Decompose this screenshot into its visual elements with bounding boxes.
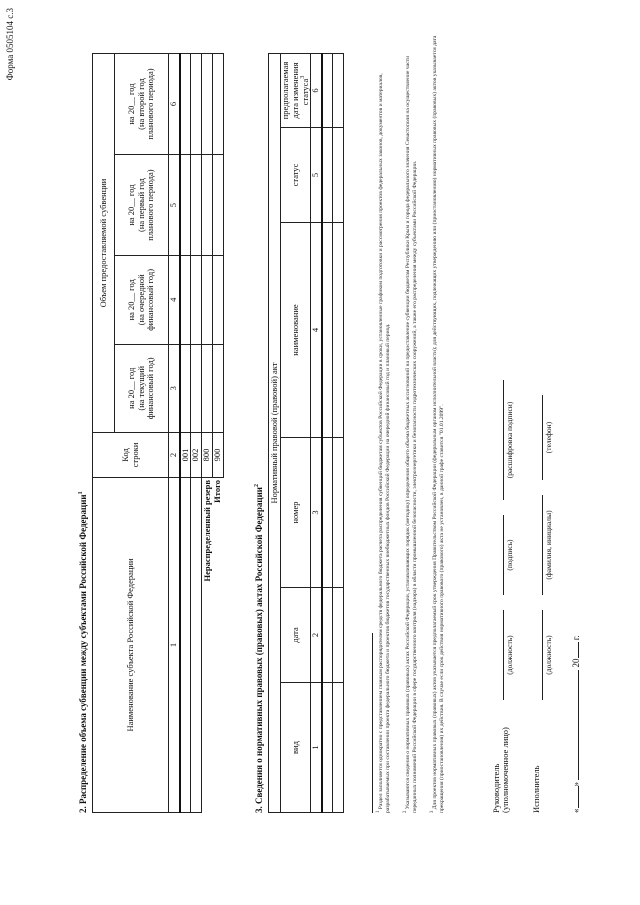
form-label: Форма 0505104 с.3 (5, 8, 15, 81)
table-row (180, 54, 191, 813)
table-row (333, 54, 344, 813)
reserve-label: Нераспределенный резерв (201, 480, 212, 582)
col-number: 2 (311, 588, 322, 683)
total-row (213, 54, 224, 813)
head-signature-line (503, 515, 504, 595)
col-number: 1 (169, 478, 180, 813)
header-kind: вид (281, 683, 311, 813)
header-year-next: на 20__ год (на очередной финансовый год) (115, 256, 169, 344)
row-code: 900 (213, 433, 224, 478)
total-label: Итого (212, 480, 223, 503)
footnote-divider (372, 633, 373, 813)
header-title: наименование (281, 223, 311, 438)
col-number: 4 (169, 256, 180, 344)
executor-phone-line (542, 395, 543, 480)
section3-title: 3. Сведения о нормативных правовых (правовых) актах Российской Федерации$^2$ (254, 484, 264, 813)
footnote-2: $^2$ Указываются сведения о нормативных правовых (правовых) актах Российской Федерации, устанавливающих порядок (методику) определения общего объема бюджетных ассигнований на предоставление субвенции бюджетам Республики Крым и города федерального значения Севастополя на осуществление части переданных полномочий Российской Федерации в сфере государственного контроля (надзора) в области промышленной безопасности, электроэнергетики и безопасности гидротехнических сооружений, а также его распределения между субъектами Российской Федерации. (403, 55, 418, 813)
header-year-plan2: на 20__ год (на второй год планового периода) (115, 54, 169, 155)
table-row (191, 54, 202, 813)
header-subject-name: Наименование субъекта Российской Федерации (93, 478, 169, 813)
subvention-distribution-table (92, 53, 224, 813)
col-number: 4 (311, 223, 322, 438)
header-subvention-volume: Объем предоставляемой субвенции (93, 54, 115, 433)
footnote-1: $^1$ Раздел заполняется однократно с представлением главным распорядителем средств федерального бюджета расчета распределения субвенций бюджетам субъектов Российской Федерации в сроки, установленные графиком подготовки и рассмотрения проектов федеральных законов, документов и материалов, разрабатываемых при составлении проекта федерального бюджета и проектов бюджетов государственных внебюджетных фондов Российской Федерации на очередной финансовый год и плановый период. (376, 73, 391, 813)
head-label: Руководитель (уполномоченное лицо) (491, 727, 511, 813)
footnote-3: $^3$ Для проектов нормативных правовых (правовых) актов указывается предполагаемый срок утверждения Правительством Российской Федерации (федеральным органом исполнительной власти); для действующих, подлежащих утверждению или (приостановлению) нормативных правовых (правовых) актов указывается дата прекращения (приостановления) их действия. В случае если срок действия нормативного правового (правового) акта не установлен, в данной графе ставится "01.01.2099". (430, 35, 445, 813)
col-number: 3 (169, 344, 180, 432)
header-row-code: Код строки (93, 433, 169, 478)
head-signature-caption: (подпись) (505, 539, 514, 571)
head-decode-line (503, 380, 504, 500)
header-year-plan1: на 20__ год (на первый год планового периода) (115, 155, 169, 256)
header-year-current: на 20__ год (на текущий финансовый год) (115, 344, 169, 432)
executor-name-caption: (фамилия, инициалы) (544, 510, 553, 580)
col-number: 2 (169, 433, 180, 478)
executor-position-caption: (должность) (544, 635, 553, 675)
row-code: 800 (202, 433, 213, 478)
header-normative-act: Нормативный правовой (правовой) акт (269, 54, 281, 813)
col-number: 6 (311, 54, 322, 128)
col-number: 6 (169, 54, 180, 155)
header-number: номер (281, 438, 311, 588)
section2-title: 2. Распределение объема субвенции между субъектами Российской Федерации$^1$ (78, 491, 88, 813)
executor-label: Исполнитель (531, 765, 541, 813)
col-number: 5 (169, 155, 180, 256)
executor-name-line (542, 495, 543, 595)
executor-phone-caption: (телефон) (544, 421, 553, 454)
col-number: 5 (311, 128, 322, 223)
normative-acts-table (268, 53, 344, 813)
row-code: 002 (191, 433, 202, 478)
executor-position-line (542, 610, 543, 700)
reserve-row (202, 54, 213, 813)
table-row (322, 54, 333, 813)
date-line: «» 20 г. (571, 635, 581, 813)
col-number: 3 (311, 438, 322, 588)
col-number: 1 (311, 683, 322, 813)
row-code: 001 (180, 433, 191, 478)
head-position-line (503, 610, 504, 700)
header-status-change-date: предполагаемая дата изменения статуса$^3$ (281, 54, 311, 128)
header-status: статус (281, 128, 311, 223)
header-date: дата (281, 588, 311, 683)
head-position-caption: (должность) (505, 635, 514, 675)
head-decode-caption: (расшифровка подписи) (505, 401, 514, 479)
